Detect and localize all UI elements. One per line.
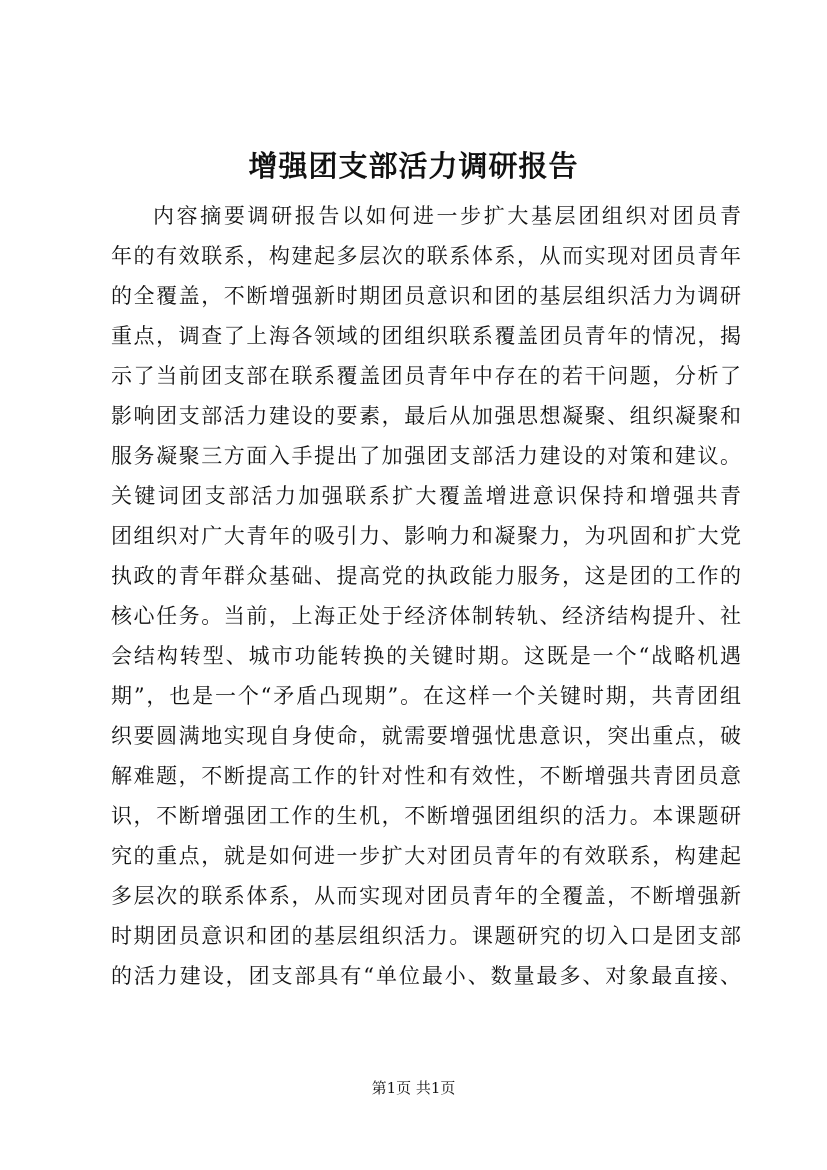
body-line: 究的重点，就是如何进一步扩大对团员青年的有效联系，构建起: [111, 844, 741, 868]
body-line: 会结构转型、城市功能转换的关键时期。这既是一个“战略机遇: [111, 644, 741, 668]
body-line: 的全覆盖，不断增强新时期团员意识和团的基层组织活力为调研: [111, 284, 741, 308]
document-title: 增强团支部活力调研报告: [248, 149, 579, 183]
body-line: 示了当前团支部在联系覆盖团员青年中存在的若干问题，分析了: [111, 364, 741, 388]
body-line: 执政的青年群众基础、提高党的执政能力服务，这是团的工作的: [111, 564, 741, 588]
body-line: 时期团员意识和团的基层组织活力。课题研究的切入口是团支部: [111, 924, 741, 948]
body-line: 内容摘要调研报告以如何进一步扩大基层团组织对团员青: [153, 204, 741, 228]
body-line: 识，不断增强团工作的生机，不断增强团组织的活力。本课题研: [111, 804, 741, 828]
document-body: [111, 196, 741, 996]
body-line: 关键词团支部活力加强联系扩大覆盖增进意识保持和增强共青: [111, 484, 741, 508]
body-line: 解难题，不断提高工作的针对性和有效性，不断增强共青团员意: [111, 764, 741, 788]
body-line: 核心任务。当前，上海正处于经济体制转轨、经济结构提升、社: [111, 604, 741, 628]
body-line: 服务凝聚三方面入手提出了加强团支部活力建设的对策和建议。: [111, 444, 741, 468]
body-line: 的活力建设，团支部具有“单位最小、数量最多、对象最直接、: [111, 964, 741, 988]
page-footer: 第1页 共1页: [371, 1079, 456, 1097]
body-line: 影响团支部活力建设的要素，最后从加强思想凝聚、组织凝聚和: [111, 404, 741, 428]
body-line: 多层次的联系体系，从而实现对团员青年的全覆盖，不断增强新: [111, 884, 741, 908]
body-line: 年的有效联系，构建起多层次的联系体系，从而实现对团员青年: [111, 244, 741, 268]
body-line: 团组织对广大青年的吸引力、影响力和凝聚力，为巩固和扩大党: [111, 524, 741, 548]
body-line: 重点，调查了上海各领域的团组织联系覆盖团员青年的情况，揭: [111, 324, 741, 348]
body-line: 织要圆满地实现自身使命，就需要增强忧患意识，突出重点，破: [111, 724, 741, 748]
body-line: 期”，也是一个“矛盾凸现期”。在这样一个关键时期，共青团组: [111, 684, 741, 708]
